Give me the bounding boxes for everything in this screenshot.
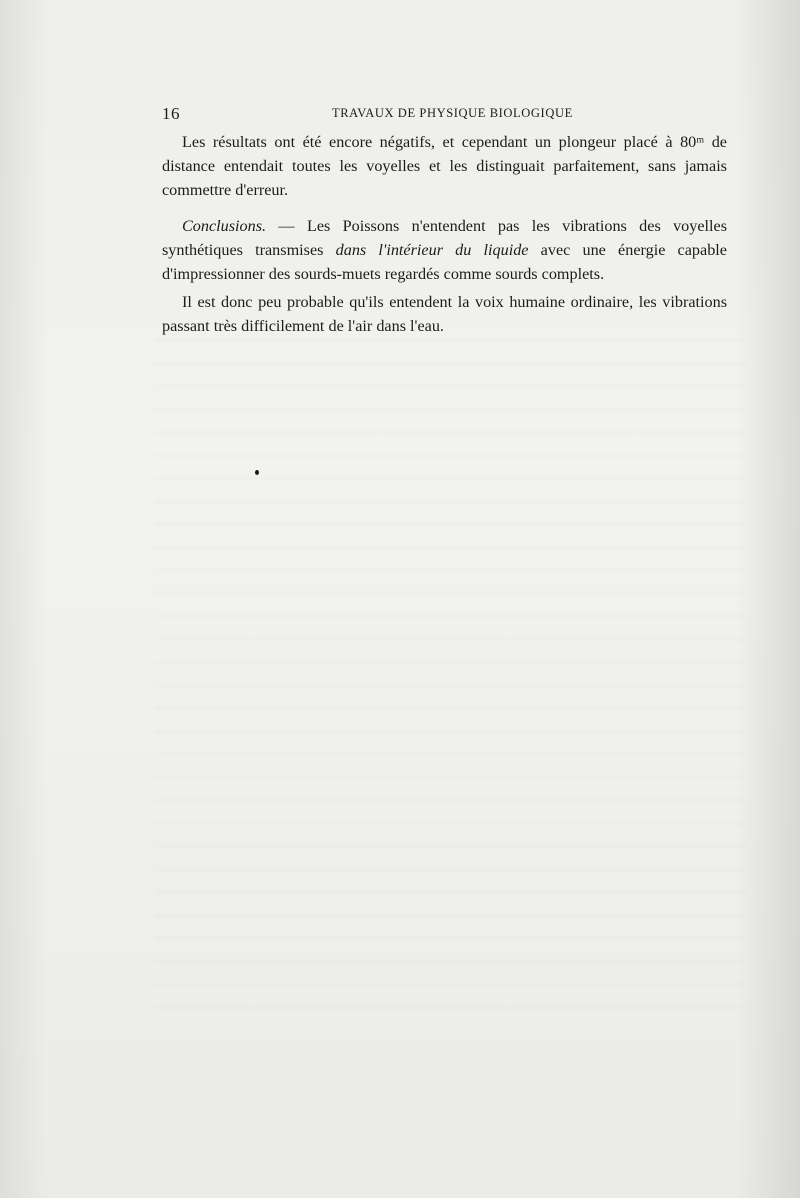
conclusions-text-start: Les Poissons n'entendent pas les vibrations des voyelles synthétiques transmises: [162, 217, 728, 259]
body-text: [162, 130, 727, 342]
conclusions-emphasis: dans l'intérieur du liquide: [335, 241, 529, 259]
page-number: 16: [162, 104, 180, 123]
running-title: TRAVAUX DE PHYSIQUE BIOLOGIQUE: [332, 106, 573, 120]
running-header: [162, 104, 742, 124]
paragraph-voice: Il est donc peu probable qu'ils entendent la voix humaine ordinaire, les vibrations passant très difficilement de l'air dans l'eau.: [162, 293, 727, 335]
conclusions-heading: Conclusions.: [182, 217, 267, 235]
show-through-background: [155, 340, 745, 1030]
conclusions-dash: —: [266, 217, 307, 235]
paragraph-results: Les résultats ont été encore négatifs, et cependant un plongeur placé à 80ᵐ de distance entendait toutes les voyelles et les distinguait parfaitement, sans jamais commettre d'erreur.: [162, 133, 727, 199]
paragraph-conclusions: [162, 214, 727, 286]
ink-speck: [255, 470, 259, 475]
conclusions-text-end: avec une énergie capable d'impressionner des sourds-muets regardés comme sourds complets.: [162, 241, 727, 283]
